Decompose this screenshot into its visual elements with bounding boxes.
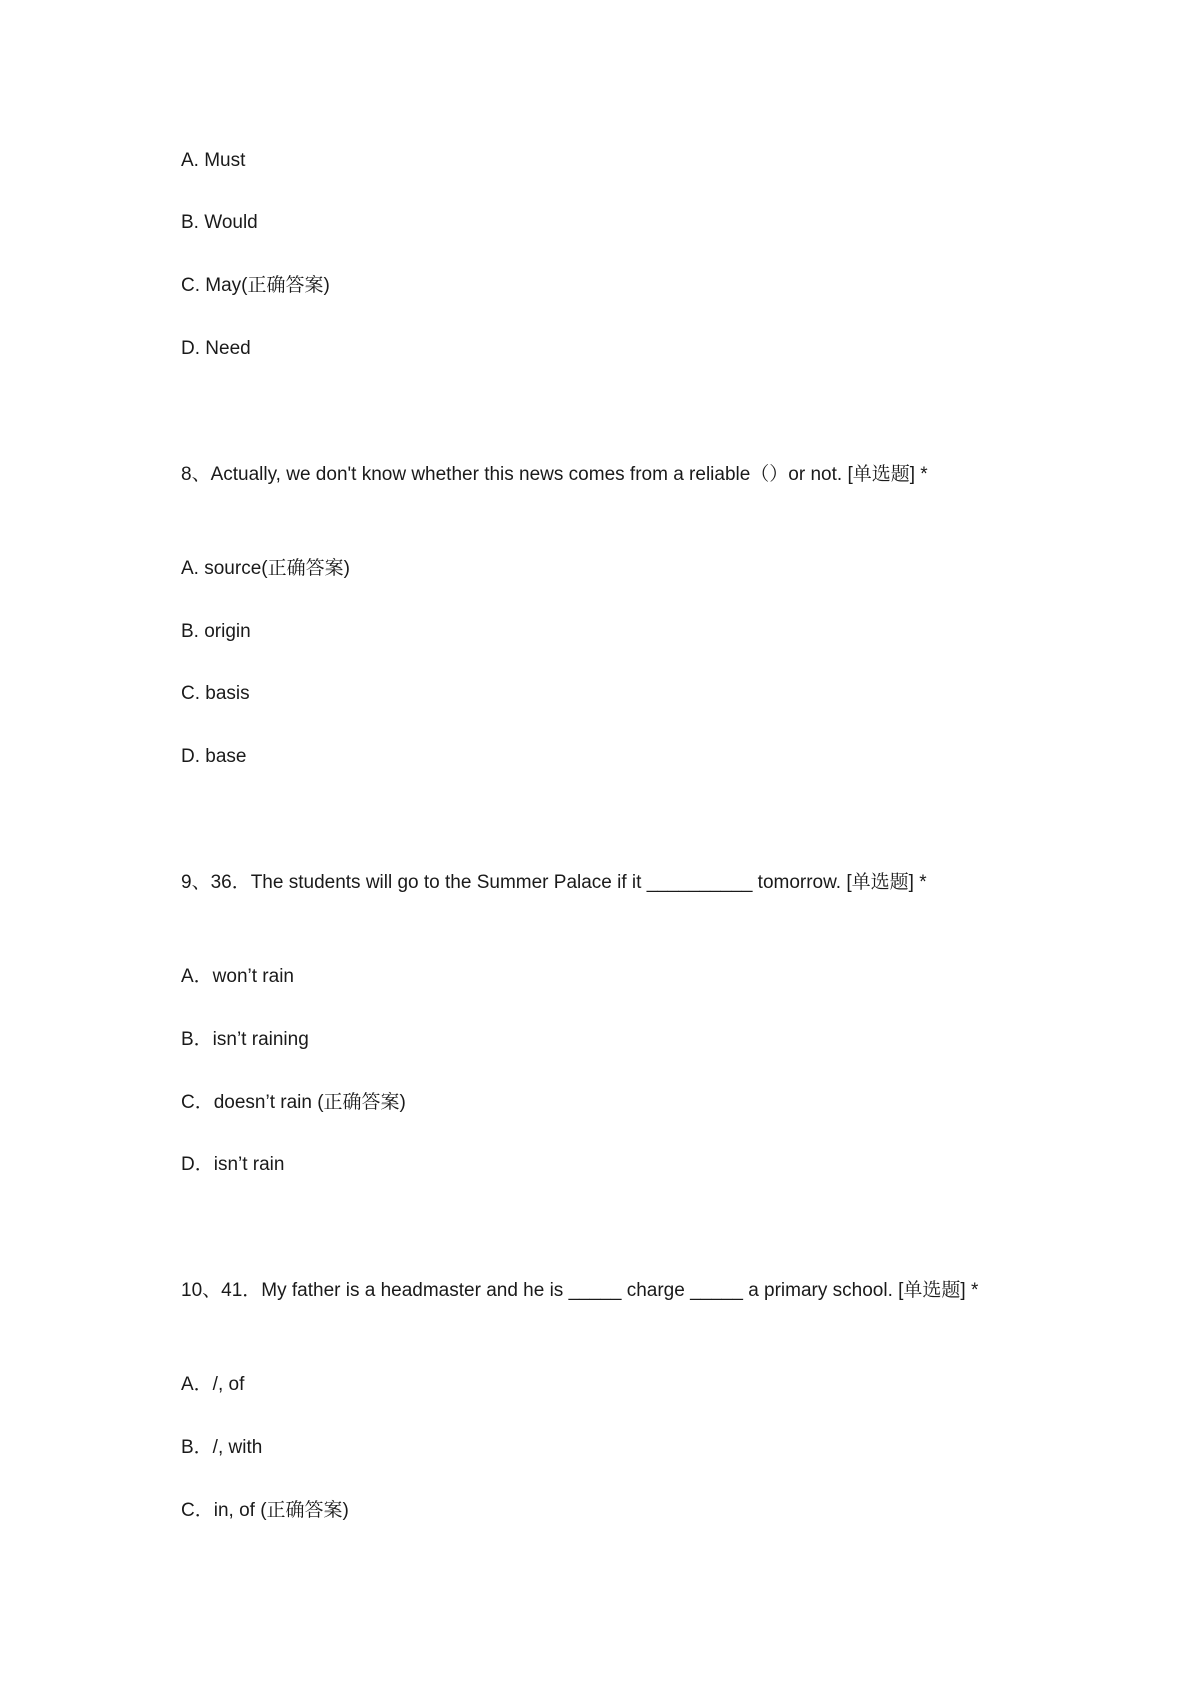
option-7c-correct: C. May(正确答案) [181,275,330,296]
option-10a: A．/, of [181,1374,245,1395]
option-8d: D. base [181,746,247,767]
option-9c-correct: C．doesn’t rain (正确答案) [181,1092,406,1113]
option-8b: B. origin [181,621,251,642]
option-7b: B. Would [181,212,258,233]
question-8-text: 8、Actually, we don't know whether this news comes from a reliable（）or not. [单选题] * [181,464,928,485]
option-7a: A. Must [181,150,246,171]
option-8a-correct: A. source(正确答案) [181,558,350,579]
option-10b: B．/, with [181,1437,263,1458]
option-9a: A．won’t rain [181,966,294,987]
option-10c-correct: C．in, of (正确答案) [181,1500,349,1521]
option-9d: D．isn’t rain [181,1154,285,1175]
option-7d: D. Need [181,338,251,359]
option-9b: B．isn’t raining [181,1029,309,1050]
question-10-text: 10、41．My father is a headmaster and he is _____ charge _____ a primary school. [单选题] * [181,1280,979,1301]
option-8c: C. basis [181,683,250,704]
question-9-text: 9、36．The students will go to the Summer Palace if it __________ tomorrow. [单选题] * [181,872,927,893]
